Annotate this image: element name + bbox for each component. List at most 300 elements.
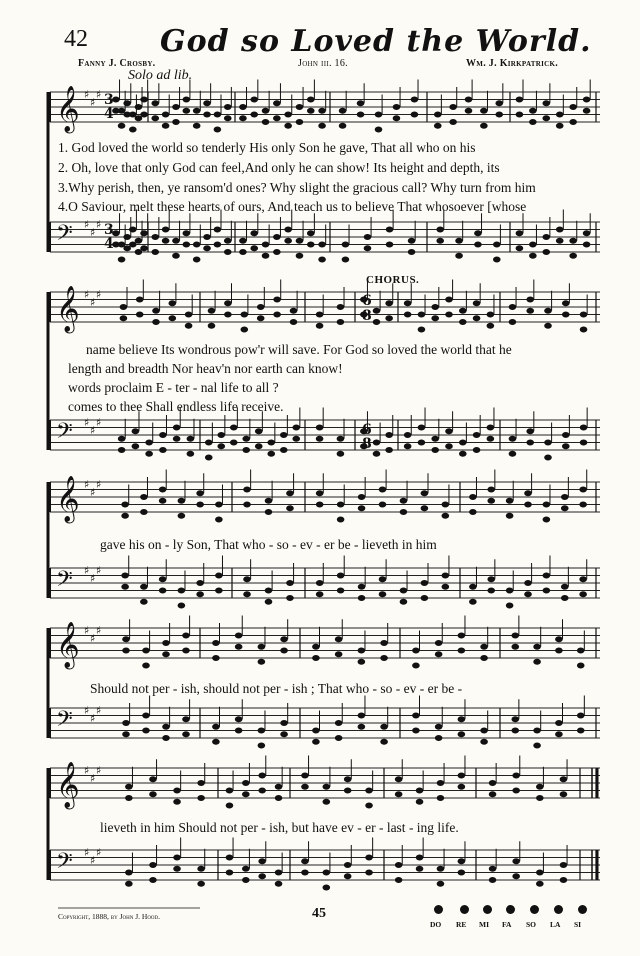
note-head [316, 591, 324, 597]
note-head [242, 791, 250, 797]
note-head [258, 788, 266, 794]
note-head [173, 425, 181, 431]
note-head [459, 319, 467, 325]
note-head [258, 728, 266, 734]
note-head [337, 517, 345, 523]
note-head [217, 443, 225, 449]
note-head [172, 238, 180, 244]
note-head [544, 440, 552, 446]
note-head [197, 866, 205, 872]
note-head [411, 112, 419, 118]
note-head [316, 312, 324, 318]
note-head [365, 788, 373, 794]
note-head [265, 509, 273, 515]
note-head [431, 447, 439, 453]
note-head [421, 580, 429, 586]
note-head [149, 791, 157, 797]
note-head [240, 312, 248, 318]
verse-line-4-cont: comes to thee Shall endless life receive. [68, 399, 284, 414]
note-head [364, 245, 372, 251]
note-head [162, 238, 170, 244]
note-head [569, 238, 577, 244]
sharp-icon: ♯ [90, 226, 96, 239]
note-head [183, 230, 191, 236]
note-head [142, 713, 150, 719]
note-head [458, 716, 466, 722]
note-head [224, 115, 232, 121]
note-head [437, 881, 445, 887]
note-head [193, 123, 201, 129]
note-head [205, 455, 213, 461]
note-head [226, 803, 234, 809]
sharp-icon: ♯ [84, 704, 90, 717]
note-head [435, 640, 443, 646]
note-head [168, 300, 176, 306]
note-head [544, 308, 552, 314]
note-head [506, 513, 514, 519]
note-head [561, 505, 569, 511]
note-head [526, 428, 534, 434]
note-head [434, 112, 442, 118]
note-head [385, 447, 393, 453]
verse-line-3: 3.Why perish, then, ye ransom'd ones? Why slight the gracious call? Why turn from him [58, 180, 536, 195]
note-head [516, 230, 524, 236]
sharp-icon: ♯ [84, 288, 90, 301]
note-head [529, 108, 537, 114]
note-head [560, 776, 568, 782]
note-head [337, 502, 345, 508]
note-head [379, 487, 387, 493]
verse-line-3-cont: words proclaim E - ter - nal life to all ? [68, 380, 279, 395]
note-head [580, 425, 588, 431]
note-head [182, 731, 190, 737]
note-head [509, 304, 517, 310]
note-head [579, 487, 587, 493]
sharp-icon: ♯ [96, 704, 102, 717]
note-head [280, 720, 288, 726]
note-head [569, 104, 577, 110]
treble-clef-icon: 𝄞 [56, 762, 80, 808]
note-head [358, 713, 366, 719]
shape-note-fa [506, 905, 515, 914]
note-head [358, 659, 366, 665]
sharp-icon: ♯ [84, 564, 90, 577]
note-head [365, 855, 373, 861]
note-head [536, 795, 544, 801]
note-head [373, 308, 381, 314]
note-head [129, 127, 137, 133]
note-head [182, 633, 190, 639]
note-head [162, 227, 170, 233]
note-head [140, 584, 148, 590]
note-head [342, 257, 350, 263]
note-head [151, 234, 159, 240]
note-head [265, 588, 273, 594]
time-signature-top: 6 [362, 422, 372, 438]
sharp-icon: ♯ [96, 416, 102, 429]
note-head [458, 633, 466, 639]
note-head [183, 242, 191, 248]
note-head [495, 100, 503, 106]
note-head [524, 580, 532, 586]
verse-line-1: 1. God loved the world so tenderly His only Son he gave, That all who on his [58, 140, 476, 155]
note-head [316, 502, 324, 508]
copyright-notice: Copyright, 1888, by John J. Hood. [58, 912, 161, 921]
note-head [480, 655, 488, 661]
note-head [197, 795, 205, 801]
note-head [140, 245, 148, 251]
note-head [544, 455, 552, 461]
note-head [258, 644, 266, 650]
note-head [442, 502, 450, 508]
note-head [400, 498, 408, 504]
note-head [435, 735, 443, 741]
shape-note-re [460, 905, 469, 914]
note-head [140, 494, 148, 500]
note-head [543, 502, 551, 508]
sharp-icon: ♯ [96, 764, 102, 777]
note-head [583, 108, 591, 114]
note-head [125, 881, 133, 887]
sharp-icon: ♯ [96, 88, 102, 101]
note-head [214, 227, 222, 233]
note-head [487, 436, 495, 442]
note-head [556, 112, 564, 118]
note-head [151, 115, 159, 121]
note-head [344, 776, 352, 782]
note-head [509, 436, 517, 442]
note-head [412, 713, 420, 719]
note-head [159, 432, 167, 438]
time-signature-bottom: 8 [362, 436, 372, 452]
note-head [242, 780, 250, 786]
note-head [562, 300, 570, 306]
note-head [408, 238, 416, 244]
note-head [577, 713, 585, 719]
note-head [226, 855, 234, 861]
note-head [400, 509, 408, 515]
chorus-lyrics-line-2: Should not per - ish, should not per - ish ; That who - so - ev - er be - [90, 681, 463, 696]
note-head [569, 253, 577, 259]
note-head [524, 591, 532, 597]
note-head [257, 315, 265, 321]
note-head [342, 242, 350, 248]
note-head [145, 440, 153, 446]
note-head [212, 724, 220, 730]
note-head [459, 451, 467, 457]
note-head [337, 451, 345, 457]
verse-line-4: 4.O Saviour, melt these hearts of ours, And teach us to believe That whosoever [whose [58, 199, 527, 214]
sharp-icon: ♯ [90, 96, 96, 109]
bass-clef-icon: 𝄢 [56, 221, 73, 251]
note-head [583, 230, 591, 236]
note-head [509, 319, 517, 325]
note-head [203, 112, 211, 118]
note-head [235, 633, 243, 639]
note-head [230, 440, 238, 446]
note-head [339, 123, 347, 129]
note-head [379, 502, 387, 508]
note-head [275, 881, 283, 887]
note-head [265, 599, 273, 605]
note-head [172, 119, 180, 125]
note-head [267, 440, 275, 446]
note-head [316, 323, 324, 329]
note-head [258, 858, 266, 864]
note-head [159, 487, 167, 493]
note-head [435, 651, 443, 657]
note-head [183, 97, 191, 103]
sharp-icon: ♯ [96, 624, 102, 637]
note-head [487, 498, 495, 504]
note-head [431, 315, 439, 321]
note-head [242, 866, 250, 872]
note-head [533, 644, 541, 650]
note-head [555, 731, 563, 737]
note-head [196, 502, 204, 508]
note-head [526, 440, 534, 446]
note-head [187, 436, 195, 442]
note-head [560, 877, 568, 883]
note-head [533, 659, 541, 665]
note-head [224, 312, 232, 318]
note-head [212, 655, 220, 661]
note-head [393, 115, 401, 121]
note-head [489, 791, 497, 797]
bass-clef-icon: 𝄢 [56, 419, 73, 449]
note-head [162, 640, 170, 646]
note-head [512, 788, 520, 794]
sharp-icon: ♯ [96, 846, 102, 859]
note-head [235, 728, 243, 734]
note-head [262, 108, 270, 114]
note-head [296, 253, 304, 259]
note-head [215, 517, 223, 523]
note-head [577, 728, 585, 734]
note-head [335, 636, 343, 642]
note-head [135, 104, 143, 110]
solfege-so: SO [526, 920, 537, 929]
note-head [379, 591, 387, 597]
note-head [132, 428, 140, 434]
note-head [140, 112, 148, 118]
shape-note-la [554, 905, 563, 914]
note-head [250, 245, 258, 251]
note-head [542, 249, 550, 255]
note-head [172, 104, 180, 110]
note-head [495, 112, 503, 118]
note-head [120, 315, 128, 321]
note-head [395, 791, 403, 797]
note-head [434, 123, 442, 129]
note-head [280, 636, 288, 642]
note-head [493, 242, 501, 248]
note-head [459, 308, 467, 314]
note-head [243, 487, 251, 493]
note-head [323, 885, 331, 891]
note-head [286, 595, 294, 601]
note-head [404, 312, 412, 318]
note-head [258, 873, 266, 879]
note-head [280, 731, 288, 737]
note-head [418, 440, 426, 446]
note-head [208, 308, 216, 314]
note-head [255, 428, 263, 434]
page-number: 42 [64, 26, 88, 52]
note-head [512, 858, 520, 864]
note-head [357, 112, 365, 118]
note-head [235, 716, 243, 722]
time-signature-top: 6 [362, 293, 372, 309]
note-head [258, 659, 266, 665]
note-head [159, 576, 167, 582]
shape-note-mi [483, 905, 492, 914]
note-head [380, 739, 388, 745]
note-head [273, 234, 281, 240]
note-head [121, 502, 129, 508]
note-head [275, 795, 283, 801]
note-head [526, 297, 534, 303]
note-head [250, 97, 258, 103]
note-head [580, 327, 588, 333]
note-head [242, 447, 250, 453]
note-head [301, 870, 309, 876]
note-head [323, 784, 331, 790]
note-head [400, 599, 408, 605]
bass-clef-icon: 𝄢 [56, 707, 73, 737]
note-head [217, 432, 225, 438]
note-head [159, 447, 167, 453]
note-head [561, 494, 569, 500]
note-head [577, 648, 585, 654]
note-head [335, 735, 343, 741]
note-head [421, 505, 429, 511]
note-head [316, 490, 324, 496]
note-head [489, 877, 497, 883]
note-head [284, 112, 292, 118]
note-head [193, 257, 201, 263]
note-head [373, 440, 381, 446]
chorus-lyrics-line-3: lieveth in him Should not per - ish, but have ev - er - last - ing life. [100, 820, 459, 835]
note-head [580, 312, 588, 318]
note-head [395, 776, 403, 782]
note-head [135, 238, 143, 244]
note-head [230, 425, 238, 431]
note-head [375, 112, 383, 118]
note-head [215, 573, 223, 579]
note-head [442, 584, 450, 590]
note-head [159, 498, 167, 504]
note-head [121, 584, 129, 590]
note-head [205, 440, 213, 446]
solfege-si: SI [574, 920, 582, 929]
verse-line-1-cont: name believe Its wondrous pow'r will save. For God so loved the world that he [86, 342, 512, 357]
note-head [312, 728, 320, 734]
note-head [344, 788, 352, 794]
note-head [555, 720, 563, 726]
note-head [542, 115, 550, 121]
note-head [316, 436, 324, 442]
note-head [469, 584, 477, 590]
note-head [323, 870, 331, 876]
note-head [120, 304, 128, 310]
note-head [445, 428, 453, 434]
note-head [511, 728, 519, 734]
note-head [445, 297, 453, 303]
sharp-icon: ♯ [84, 846, 90, 859]
note-head [284, 123, 292, 129]
time-signature-bottom: 4 [104, 106, 114, 122]
note-head [140, 230, 148, 236]
note-head [506, 498, 514, 504]
note-head [118, 123, 126, 129]
note-head [224, 104, 232, 110]
solfege-do: DO [430, 920, 442, 929]
note-head [569, 119, 577, 125]
note-head [373, 319, 381, 325]
note-head [473, 447, 481, 453]
note-head [529, 242, 537, 248]
note-head [474, 242, 482, 248]
note-head [122, 731, 130, 737]
note-head [465, 108, 473, 114]
note-head [208, 323, 216, 329]
note-head [536, 870, 544, 876]
note-head [121, 513, 129, 519]
note-head [255, 443, 263, 449]
note-head [162, 724, 170, 730]
note-head [395, 877, 403, 883]
note-head [185, 312, 193, 318]
sharp-icon: ♯ [84, 218, 90, 231]
note-head [465, 97, 473, 103]
note-head [280, 648, 288, 654]
note-head [542, 100, 550, 106]
shape-note-do [434, 905, 443, 914]
treble-clef-icon: 𝄞 [56, 86, 80, 132]
note-head [411, 97, 419, 103]
note-head [473, 315, 481, 321]
note-head [151, 100, 159, 106]
note-head [458, 773, 466, 779]
time-signature-bottom: 8 [362, 308, 372, 324]
note-head [455, 238, 463, 244]
note-head [437, 780, 445, 786]
sharp-icon: ♯ [84, 478, 90, 491]
note-head [173, 799, 181, 805]
note-head [337, 319, 345, 325]
note-head [215, 588, 223, 594]
note-head [197, 881, 205, 887]
note-head [556, 238, 564, 244]
note-head [307, 97, 315, 103]
note-head [250, 230, 258, 236]
note-head [152, 319, 160, 325]
author-credit: Fanny J. Crosby. [78, 58, 156, 69]
note-head [273, 115, 281, 121]
sharp-icon: ♯ [84, 764, 90, 777]
note-head [543, 517, 551, 523]
note-head [512, 773, 520, 779]
note-head [469, 494, 477, 500]
note-head [480, 123, 488, 129]
note-head [142, 663, 150, 669]
note-head [323, 799, 331, 805]
note-head [487, 588, 495, 594]
note-head [122, 636, 130, 642]
sharp-icon: ♯ [96, 218, 102, 231]
note-head [132, 443, 140, 449]
